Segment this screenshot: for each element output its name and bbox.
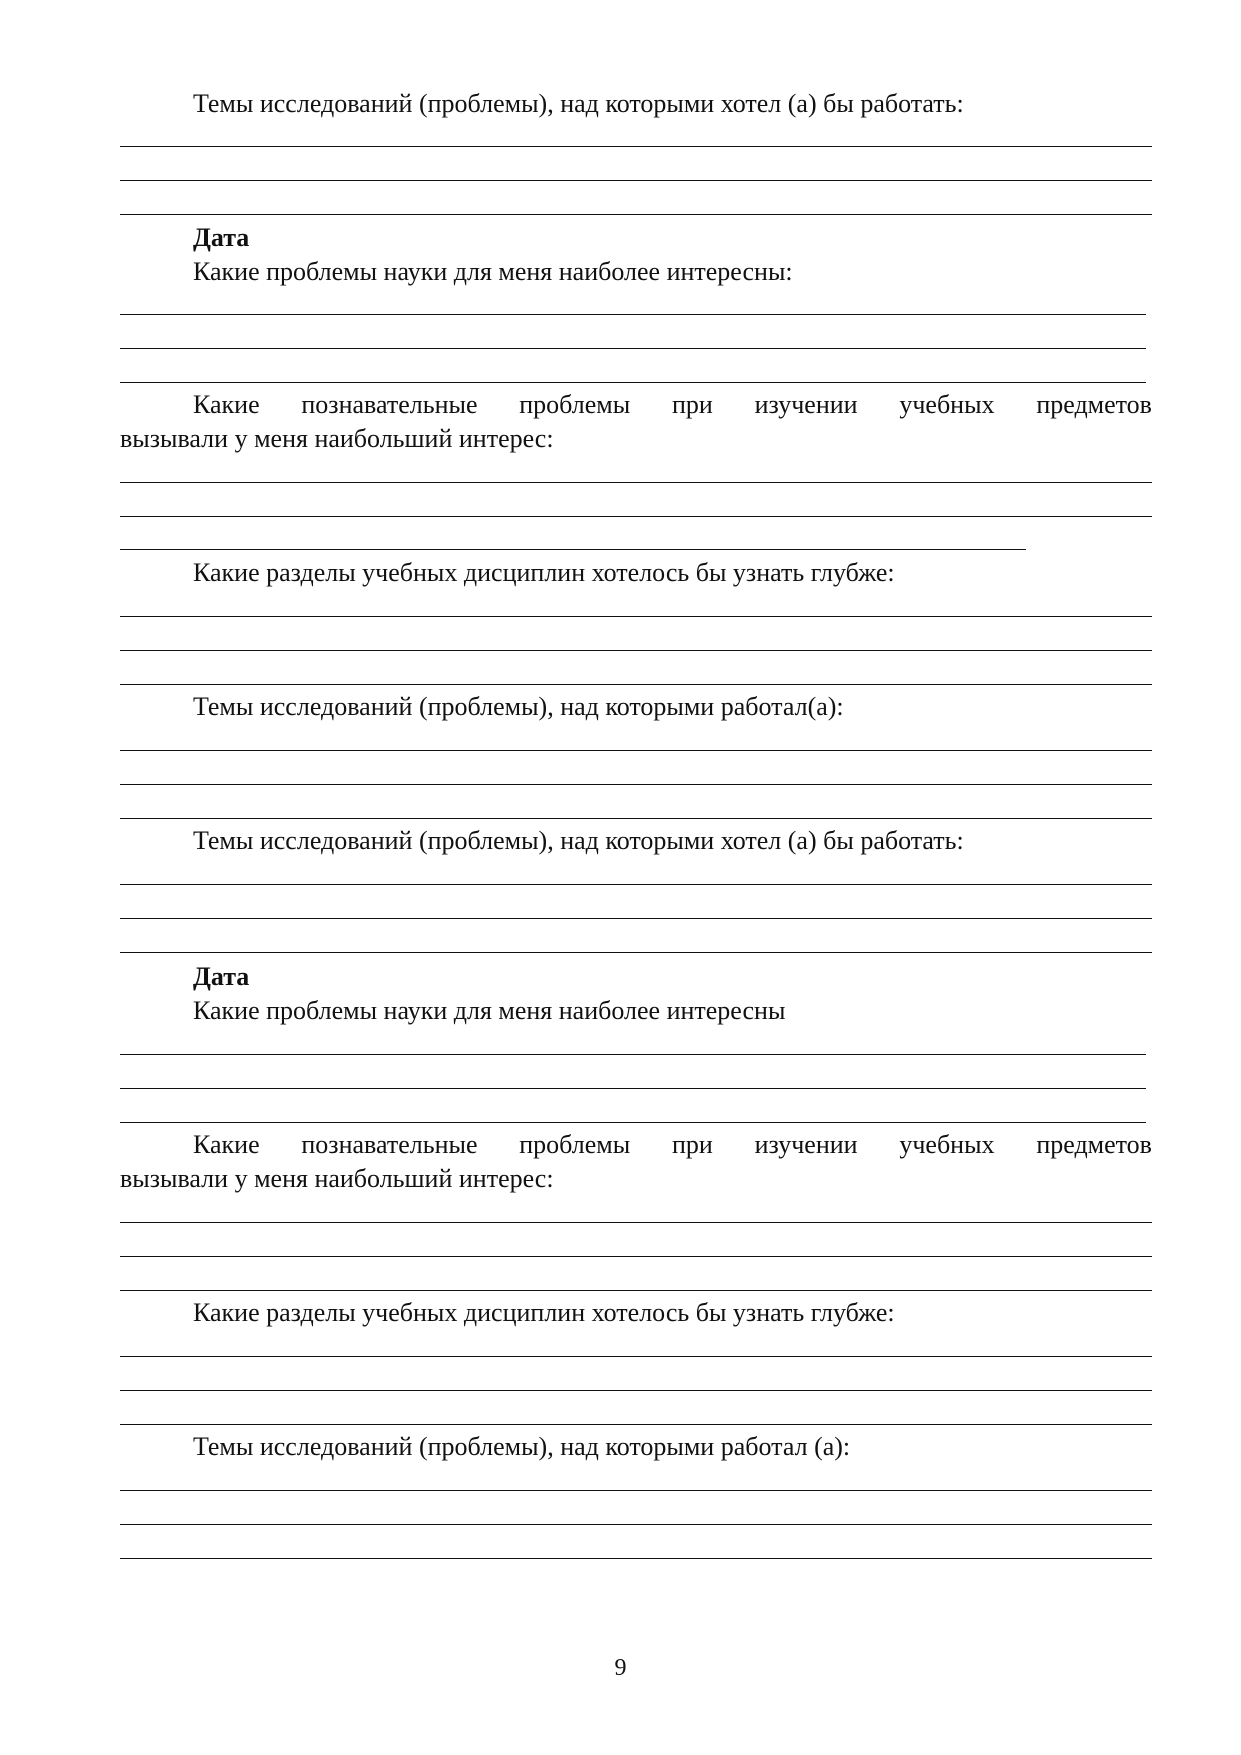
- answer-line[interactable]: [120, 1290, 1152, 1291]
- word: предметов: [1036, 390, 1152, 419]
- prompt-cognitive-problems-line2: вызывали у меня наибольший интерес:: [120, 424, 554, 453]
- answer-line[interactable]: [120, 1424, 1152, 1425]
- word: проблемы: [519, 390, 631, 419]
- prompt-science-problems: Какие проблемы науки для меня наиболее интересны:: [193, 257, 793, 286]
- answer-line[interactable]: [120, 952, 1152, 953]
- answer-line[interactable]: [120, 180, 1152, 181]
- answer-line[interactable]: [120, 1054, 1146, 1055]
- answer-line[interactable]: [120, 684, 1152, 685]
- word: изучении: [754, 390, 858, 419]
- answer-line[interactable]: [120, 146, 1152, 147]
- answer-line[interactable]: [120, 482, 1152, 483]
- word: при: [671, 390, 713, 419]
- prompt-research-topics-want: Темы исследований (проблемы), над которыми хотел (а) бы работать:: [193, 89, 964, 118]
- word: при: [671, 1130, 713, 1159]
- word: Какие: [193, 1130, 260, 1159]
- prompt-research-topics-want: Темы исследований (проблемы), над которыми хотел (а) бы работать:: [193, 826, 964, 855]
- word: познавательные: [301, 390, 478, 419]
- word: учебных: [899, 390, 995, 419]
- answer-line[interactable]: [120, 884, 1152, 885]
- answer-line[interactable]: [120, 382, 1146, 383]
- answer-line[interactable]: [120, 918, 1152, 919]
- answer-line[interactable]: [120, 1558, 1152, 1559]
- answer-line[interactable]: [120, 1524, 1152, 1525]
- prompt-cognitive-problems-line1: [120, 1129, 1152, 1161]
- prompt-disciplines-deeper: Какие разделы учебных дисциплин хотелось бы узнать глубже:: [193, 1298, 895, 1327]
- page-number: 9: [614, 1655, 627, 1681]
- answer-line[interactable]: [120, 314, 1146, 315]
- answer-line[interactable]: [120, 348, 1146, 349]
- prompt-research-topics-done: Темы исследований (проблемы), над которыми работал (а):: [193, 1432, 851, 1461]
- answer-line[interactable]: [120, 1490, 1152, 1491]
- answer-line[interactable]: [120, 750, 1152, 751]
- answer-line[interactable]: [120, 1356, 1152, 1357]
- answer-line[interactable]: [120, 650, 1152, 651]
- prompt-disciplines-deeper: Какие разделы учебных дисциплин хотелось бы узнать глубже:: [193, 558, 895, 587]
- date-heading: Дата: [193, 223, 250, 252]
- answer-line[interactable]: [120, 1390, 1152, 1391]
- prompt-cognitive-problems-line1: [120, 389, 1152, 421]
- date-heading: Дата: [193, 962, 250, 991]
- word: изучении: [754, 1130, 858, 1159]
- word: познавательные: [301, 1130, 478, 1159]
- prompt-science-problems: Какие проблемы науки для меня наиболее интересны: [193, 996, 786, 1025]
- word: предметов: [1036, 1130, 1152, 1159]
- word: проблемы: [519, 1130, 631, 1159]
- answer-line[interactable]: [120, 1256, 1152, 1257]
- answer-line[interactable]: [120, 549, 1026, 550]
- word: Какие: [193, 390, 260, 419]
- answer-line[interactable]: [120, 1088, 1146, 1089]
- answer-line[interactable]: [120, 818, 1152, 819]
- answer-line[interactable]: [120, 1122, 1146, 1123]
- prompt-research-topics-done: Темы исследований (проблемы), над которыми работал(а):: [193, 692, 844, 721]
- answer-line[interactable]: [120, 214, 1152, 215]
- answer-line[interactable]: [120, 616, 1152, 617]
- prompt-cognitive-problems-line2: вызывали у меня наибольший интерес:: [120, 1164, 554, 1193]
- answer-line[interactable]: [120, 1222, 1152, 1223]
- answer-line[interactable]: [120, 784, 1152, 785]
- answer-line[interactable]: [120, 516, 1152, 517]
- word: учебных: [899, 1130, 995, 1159]
